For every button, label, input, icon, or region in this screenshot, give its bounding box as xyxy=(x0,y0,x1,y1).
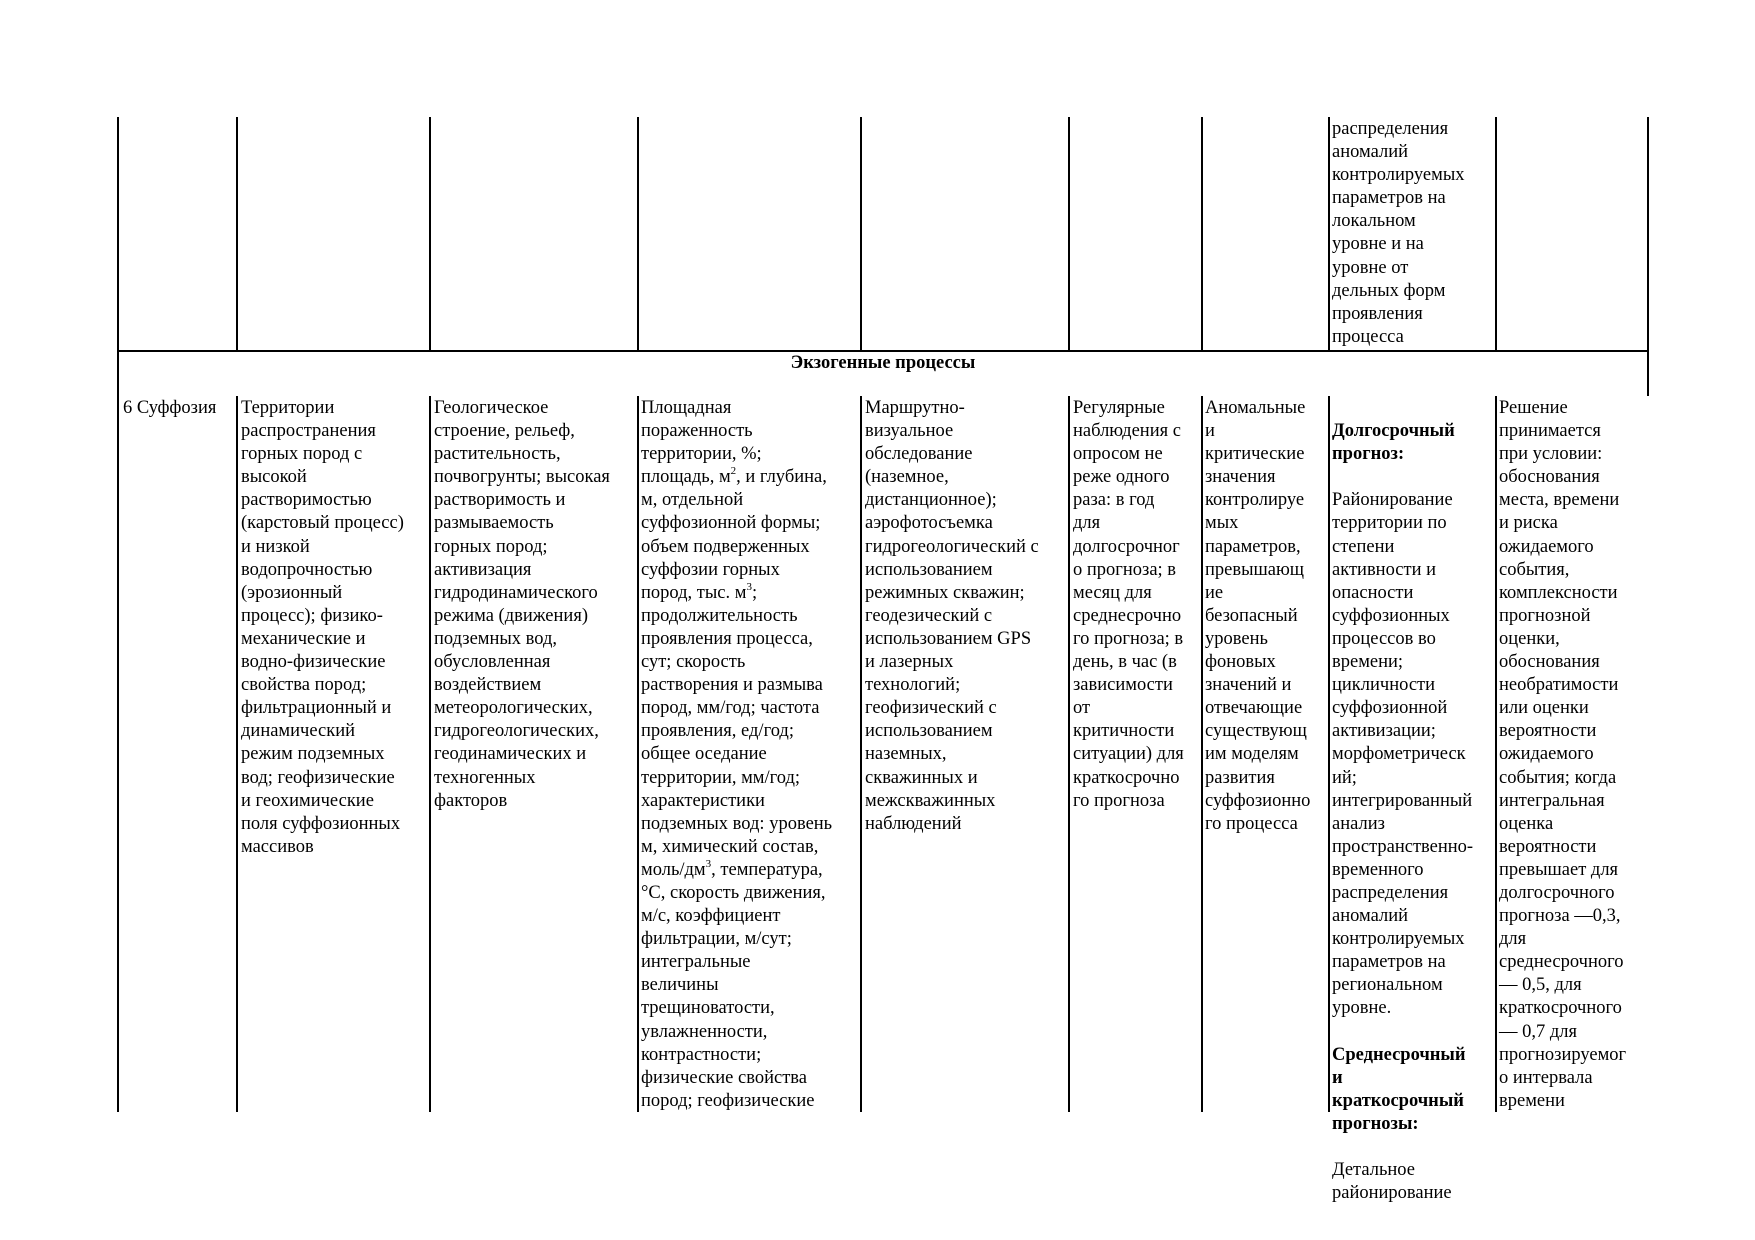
param-line: пород, мм/год; частота xyxy=(641,698,820,719)
param-line: проявления, ед/год; xyxy=(641,721,794,742)
param-line: проявления процесса, xyxy=(641,628,813,649)
param-line: м/с, коэффициент xyxy=(641,906,781,927)
col-sep-5-lower xyxy=(1068,396,1070,1112)
col-sep-1-lower xyxy=(236,396,238,1112)
param-line: интегральные xyxy=(641,952,751,973)
col-sep-3-upper xyxy=(637,117,639,350)
param-line: продолжительность xyxy=(641,605,798,626)
param-line: величины xyxy=(641,975,719,996)
cell-territories: Территории распространения горных пород с высокой растворимостью (карстовый процесс) и низкой водопрочностью (эрозионный процесс); физико- механические и водно-физические свойства пород; фильтрационный и динамический режим подземных вод; геофизические и геохимические поля суффозионных массивов xyxy=(241,398,404,857)
section-title: Экзогенные процессы xyxy=(790,353,976,373)
param-line: пород; геофизические xyxy=(641,1090,815,1111)
cell-factors: Геологическое строение, рельеф, растительность, почвогрунты; высокая растворимость и размываемость горных пород; активизация гидродинамического режима (движения) подземных вод, обусловленная воздействием метеорологических, гидрогеологических, геодинамических и техногенных факторов xyxy=(434,398,610,811)
cell-monitoring-methods: Маршрутно- визуальное обследование (наземное, дистанционное); аэрофотосъемка гидрогеологический с использованием режимных скважин; геодезический с использованием GPS и лазерных технологий; геофизический с использованием наземных, скважинных и межскважинных наблюдений xyxy=(865,398,1039,834)
param-line: суффозии горных xyxy=(641,559,780,580)
cell-decision: Решение принимается при условии: обоснования места, времени и риска ожидаемого события, комплексности прогнозной оценки, обоснования необратимости или оценки вероятности ожидаемого события; когда интегральная оценка вероятности превышает для долгосрочного прогноза —0,3, для среднесрочного — 0,5, для краткосрочного — 0,7 для прогнозируемог о интервала времени xyxy=(1499,398,1627,1111)
param-line: объем подверженных xyxy=(641,536,810,557)
cell-process-name: 6 Суффозия xyxy=(123,398,217,418)
param-line: увлажненности, xyxy=(641,1021,768,1042)
col-sep-7-lower xyxy=(1328,396,1330,1112)
param-line: пород, тыс. $м^3$; xyxy=(641,580,758,603)
param-line: пораженность xyxy=(641,421,753,442)
cell-forecast xyxy=(1332,397,1494,1204)
param-line: суффозионной формы; xyxy=(641,513,821,534)
col-sep-4-lower xyxy=(860,396,862,1112)
param-line: моль/$дм^3$, температура, xyxy=(641,857,823,880)
forecast-longterm-heading: Долгосрочный прогноз: xyxy=(1332,421,1455,465)
param-line: сут; скорость xyxy=(641,652,746,673)
param-line: м, отдельной xyxy=(641,490,744,511)
param-line: растворения и размыва xyxy=(641,675,823,696)
col-sep-6-lower xyxy=(1201,396,1203,1112)
param-line: подземных вод: уровень xyxy=(641,813,833,834)
col-sep-3-lower xyxy=(637,396,639,1112)
cell-parameters xyxy=(641,397,859,1111)
cell-observation-frequency: Регулярные наблюдения с опросом не реже одного раза: в год для долгосрочног о прогноза; в месяц для среднесрочно го прогноза; в день, в час (в зависимости от критичности ситуации) для краткосрочно го прогноза xyxy=(1073,398,1184,811)
col-sep-5-upper xyxy=(1068,117,1070,350)
col-sep-2-upper xyxy=(429,117,431,350)
col-sep-4-upper xyxy=(860,117,862,350)
param-line: площадь, $м^2$, и глубина, xyxy=(641,465,827,488)
top-row-col8-text: распределения аномалий контролируемых параметров на локальном уровне и на уровне от дельных форм проявления процесса xyxy=(1332,119,1465,347)
forecast-short-mid-text: Детальное районирование xyxy=(1332,1160,1452,1204)
col-sep-8-lower xyxy=(1495,396,1497,1112)
col-sep-1-upper xyxy=(236,117,238,350)
param-line: м, химический состав, xyxy=(641,836,819,857)
param-line: Площадная xyxy=(641,398,732,418)
cell-critical-values: Аномальные и критические значения контролируе мых параметров, превышающ ие безопасный уровень фоновых значений и отвечающие существующ им моделям развития суффозионно го процесса xyxy=(1205,398,1311,834)
param-line: физические свойства xyxy=(641,1067,807,1088)
col-sep-6-upper xyxy=(1201,117,1203,350)
col-sep-8-upper xyxy=(1495,117,1497,350)
param-line: общее оседание xyxy=(641,744,767,765)
table-border-left xyxy=(117,117,119,1112)
param-line: трещиноватости, xyxy=(641,998,775,1019)
param-line: территории, мм/год; xyxy=(641,767,801,788)
param-line: °С, скорость движения, xyxy=(641,882,826,903)
param-line: контрастности; xyxy=(641,1044,762,1065)
col-sep-2-lower xyxy=(429,396,431,1112)
param-line: характеристики xyxy=(641,790,765,811)
forecast-short-mid-heading: Среднесрочный и краткосрочный прогнозы: xyxy=(1332,1044,1466,1134)
forecast-longterm-text: Районирование территории по степени активности и опасности суффозионных процессов во времени; цикличности суффозионной активизации; морфометрическ ий; интегрированный анализ пространственно- временного распределения аномалий контролируемых параметров на региональном уровне. xyxy=(1332,490,1474,1019)
col-sep-7-upper xyxy=(1328,117,1330,350)
param-line: территории, %; xyxy=(641,444,762,465)
param-line: фильтрации, м/сут; xyxy=(641,929,792,950)
